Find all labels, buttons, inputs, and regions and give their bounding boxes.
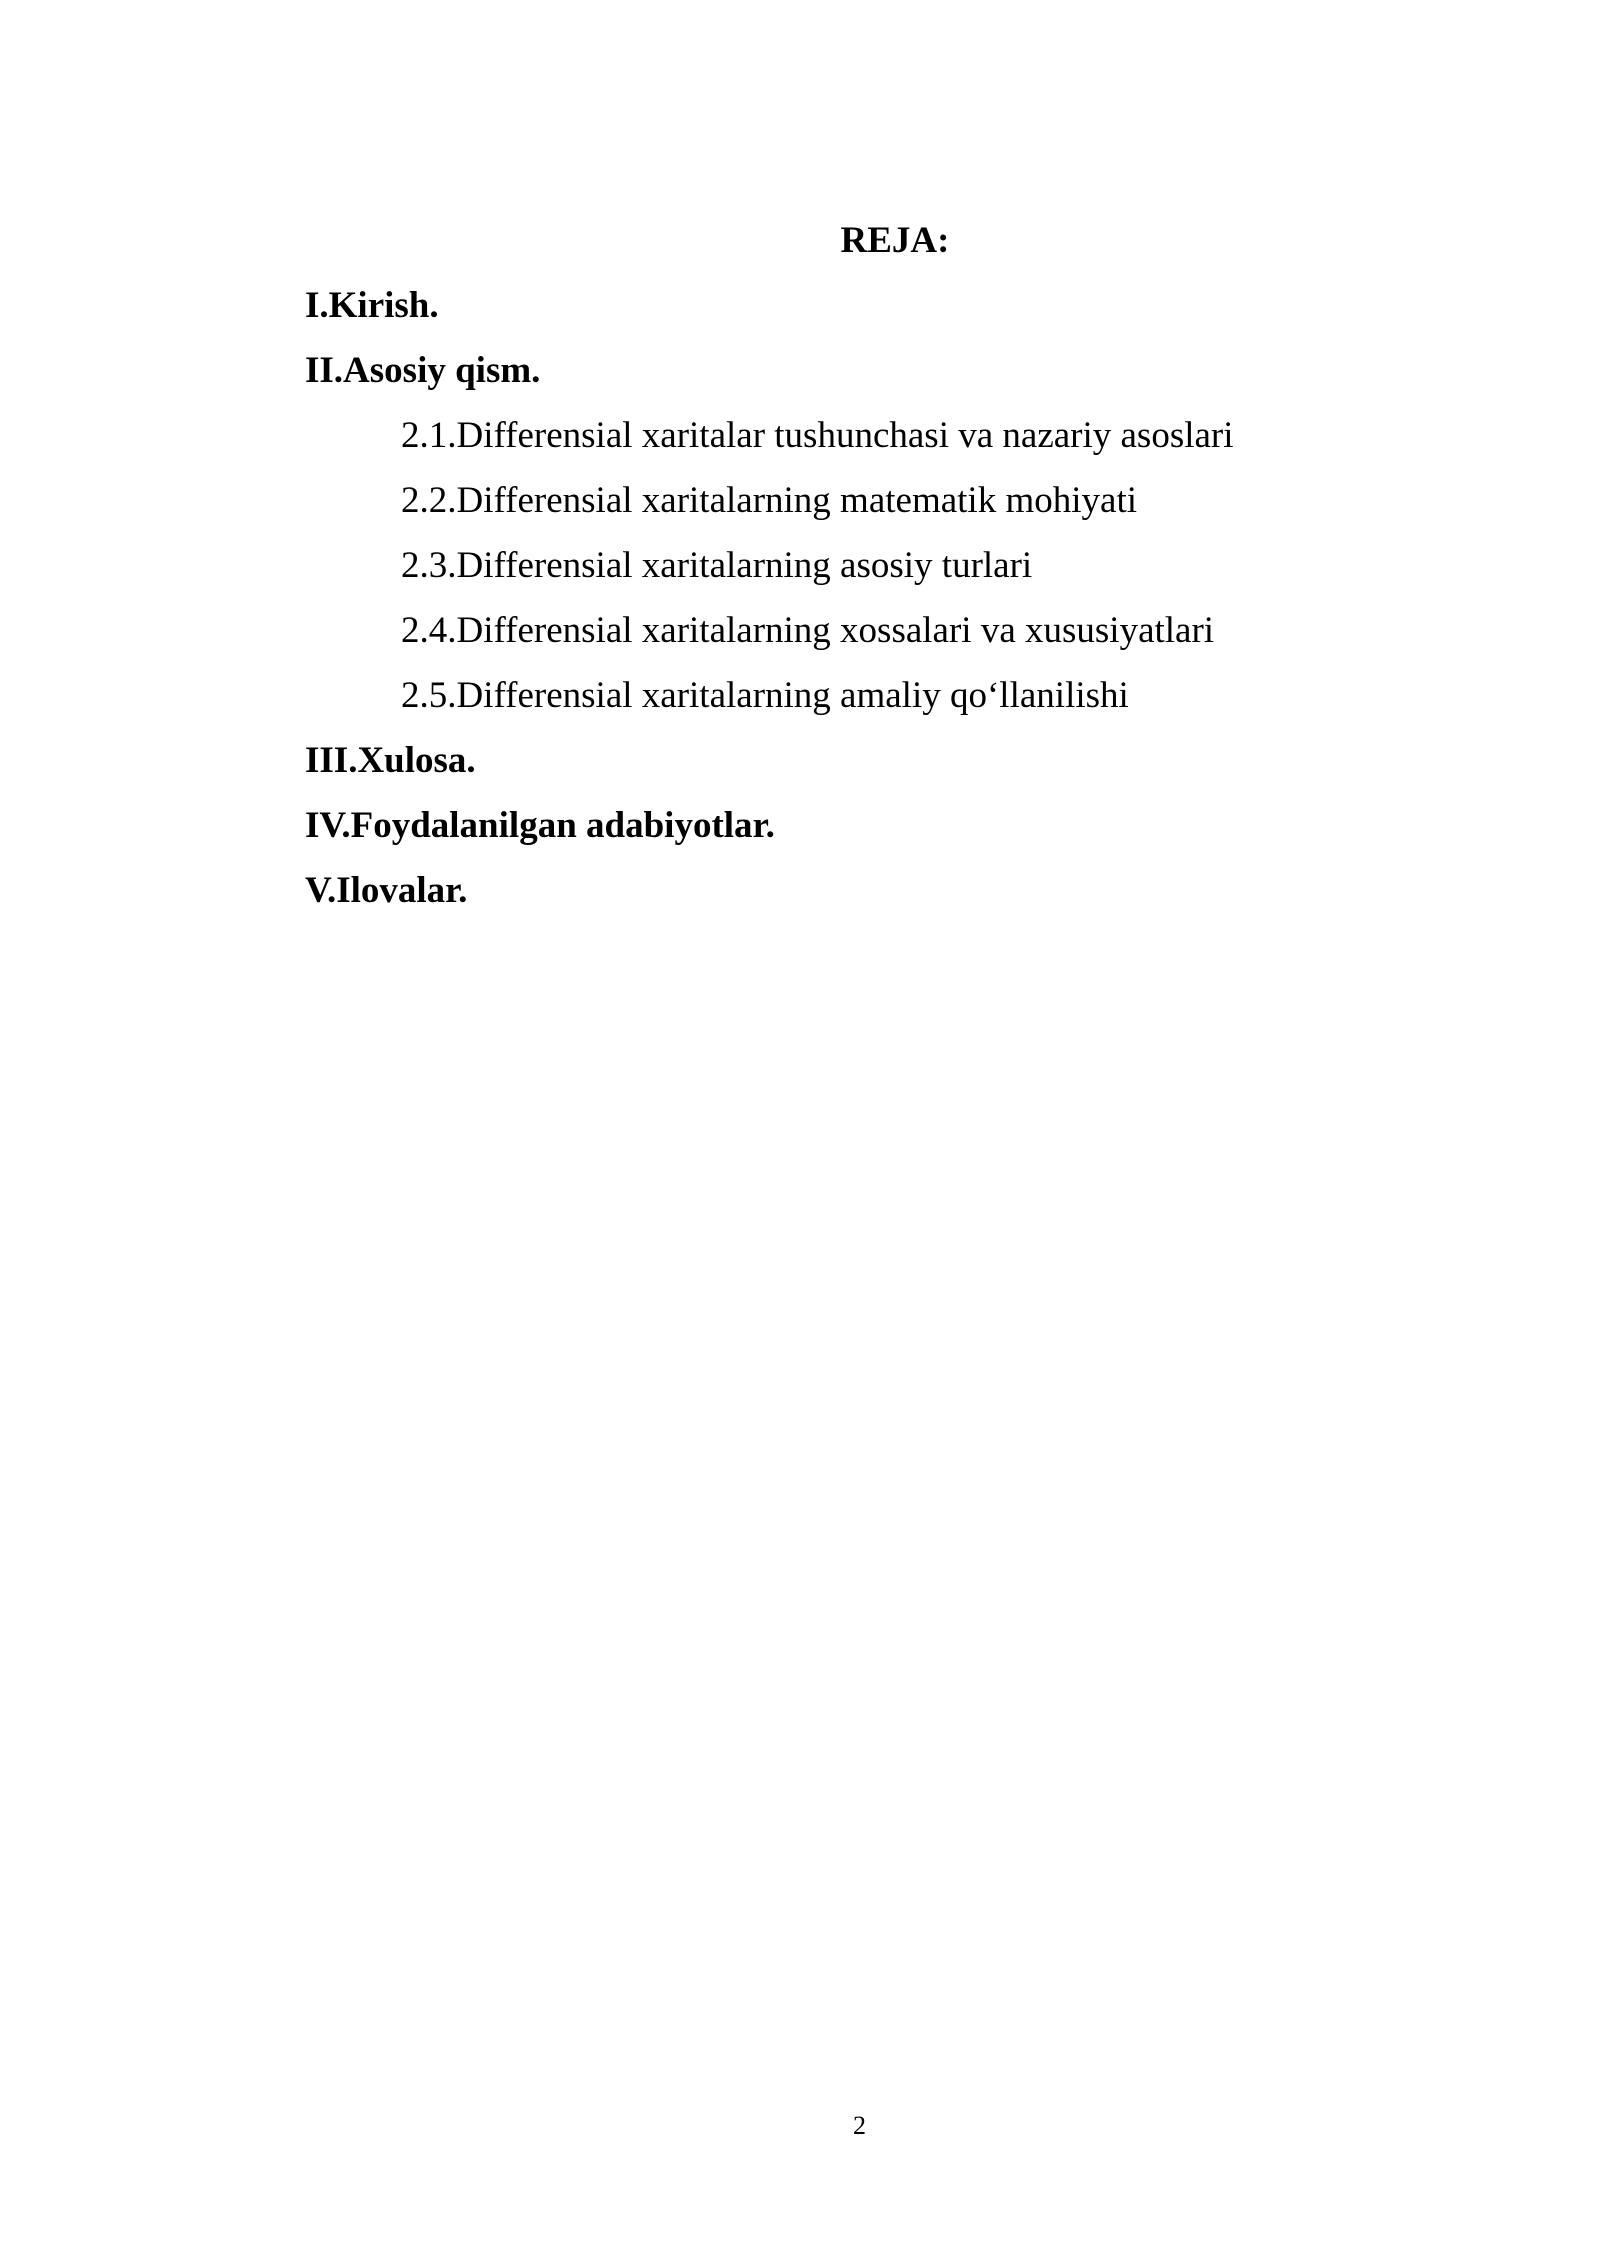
toc-subitem-2-3: 2.3.Differensial xaritalarning asosiy turlari [401, 545, 1033, 586]
toc-subitem-2-5: 2.5.Differensial xaritalarning amaliy qo‘llanilishi [401, 675, 1129, 716]
toc-subitem-2-2: 2.2.Differensial xaritalarning matematik mohiyati [401, 480, 1138, 521]
toc-item-kirish: I.Kirish. [305, 285, 439, 326]
toc-item-asosiy-qism: II.Asosiy qism. [305, 350, 541, 391]
toc-subitem-2-1: 2.1.Differensial xaritalar tushunchasi va nazariy asoslari [401, 415, 1234, 456]
toc-item-xulosa: III.Xulosa. [305, 740, 476, 781]
page-number: 2 [853, 2111, 866, 2140]
toc-item-ilovalar: V.Ilovalar. [305, 870, 468, 911]
page-title: REJA: [840, 220, 950, 261]
toc-subitem-2-4: 2.4.Differensial xaritalarning xossalari va xususiyatlari [401, 610, 1215, 651]
table-of-contents [305, 283, 1405, 933]
toc-item-adabiyotlar: IV.Foydalanilgan adabiyotlar. [305, 805, 775, 846]
